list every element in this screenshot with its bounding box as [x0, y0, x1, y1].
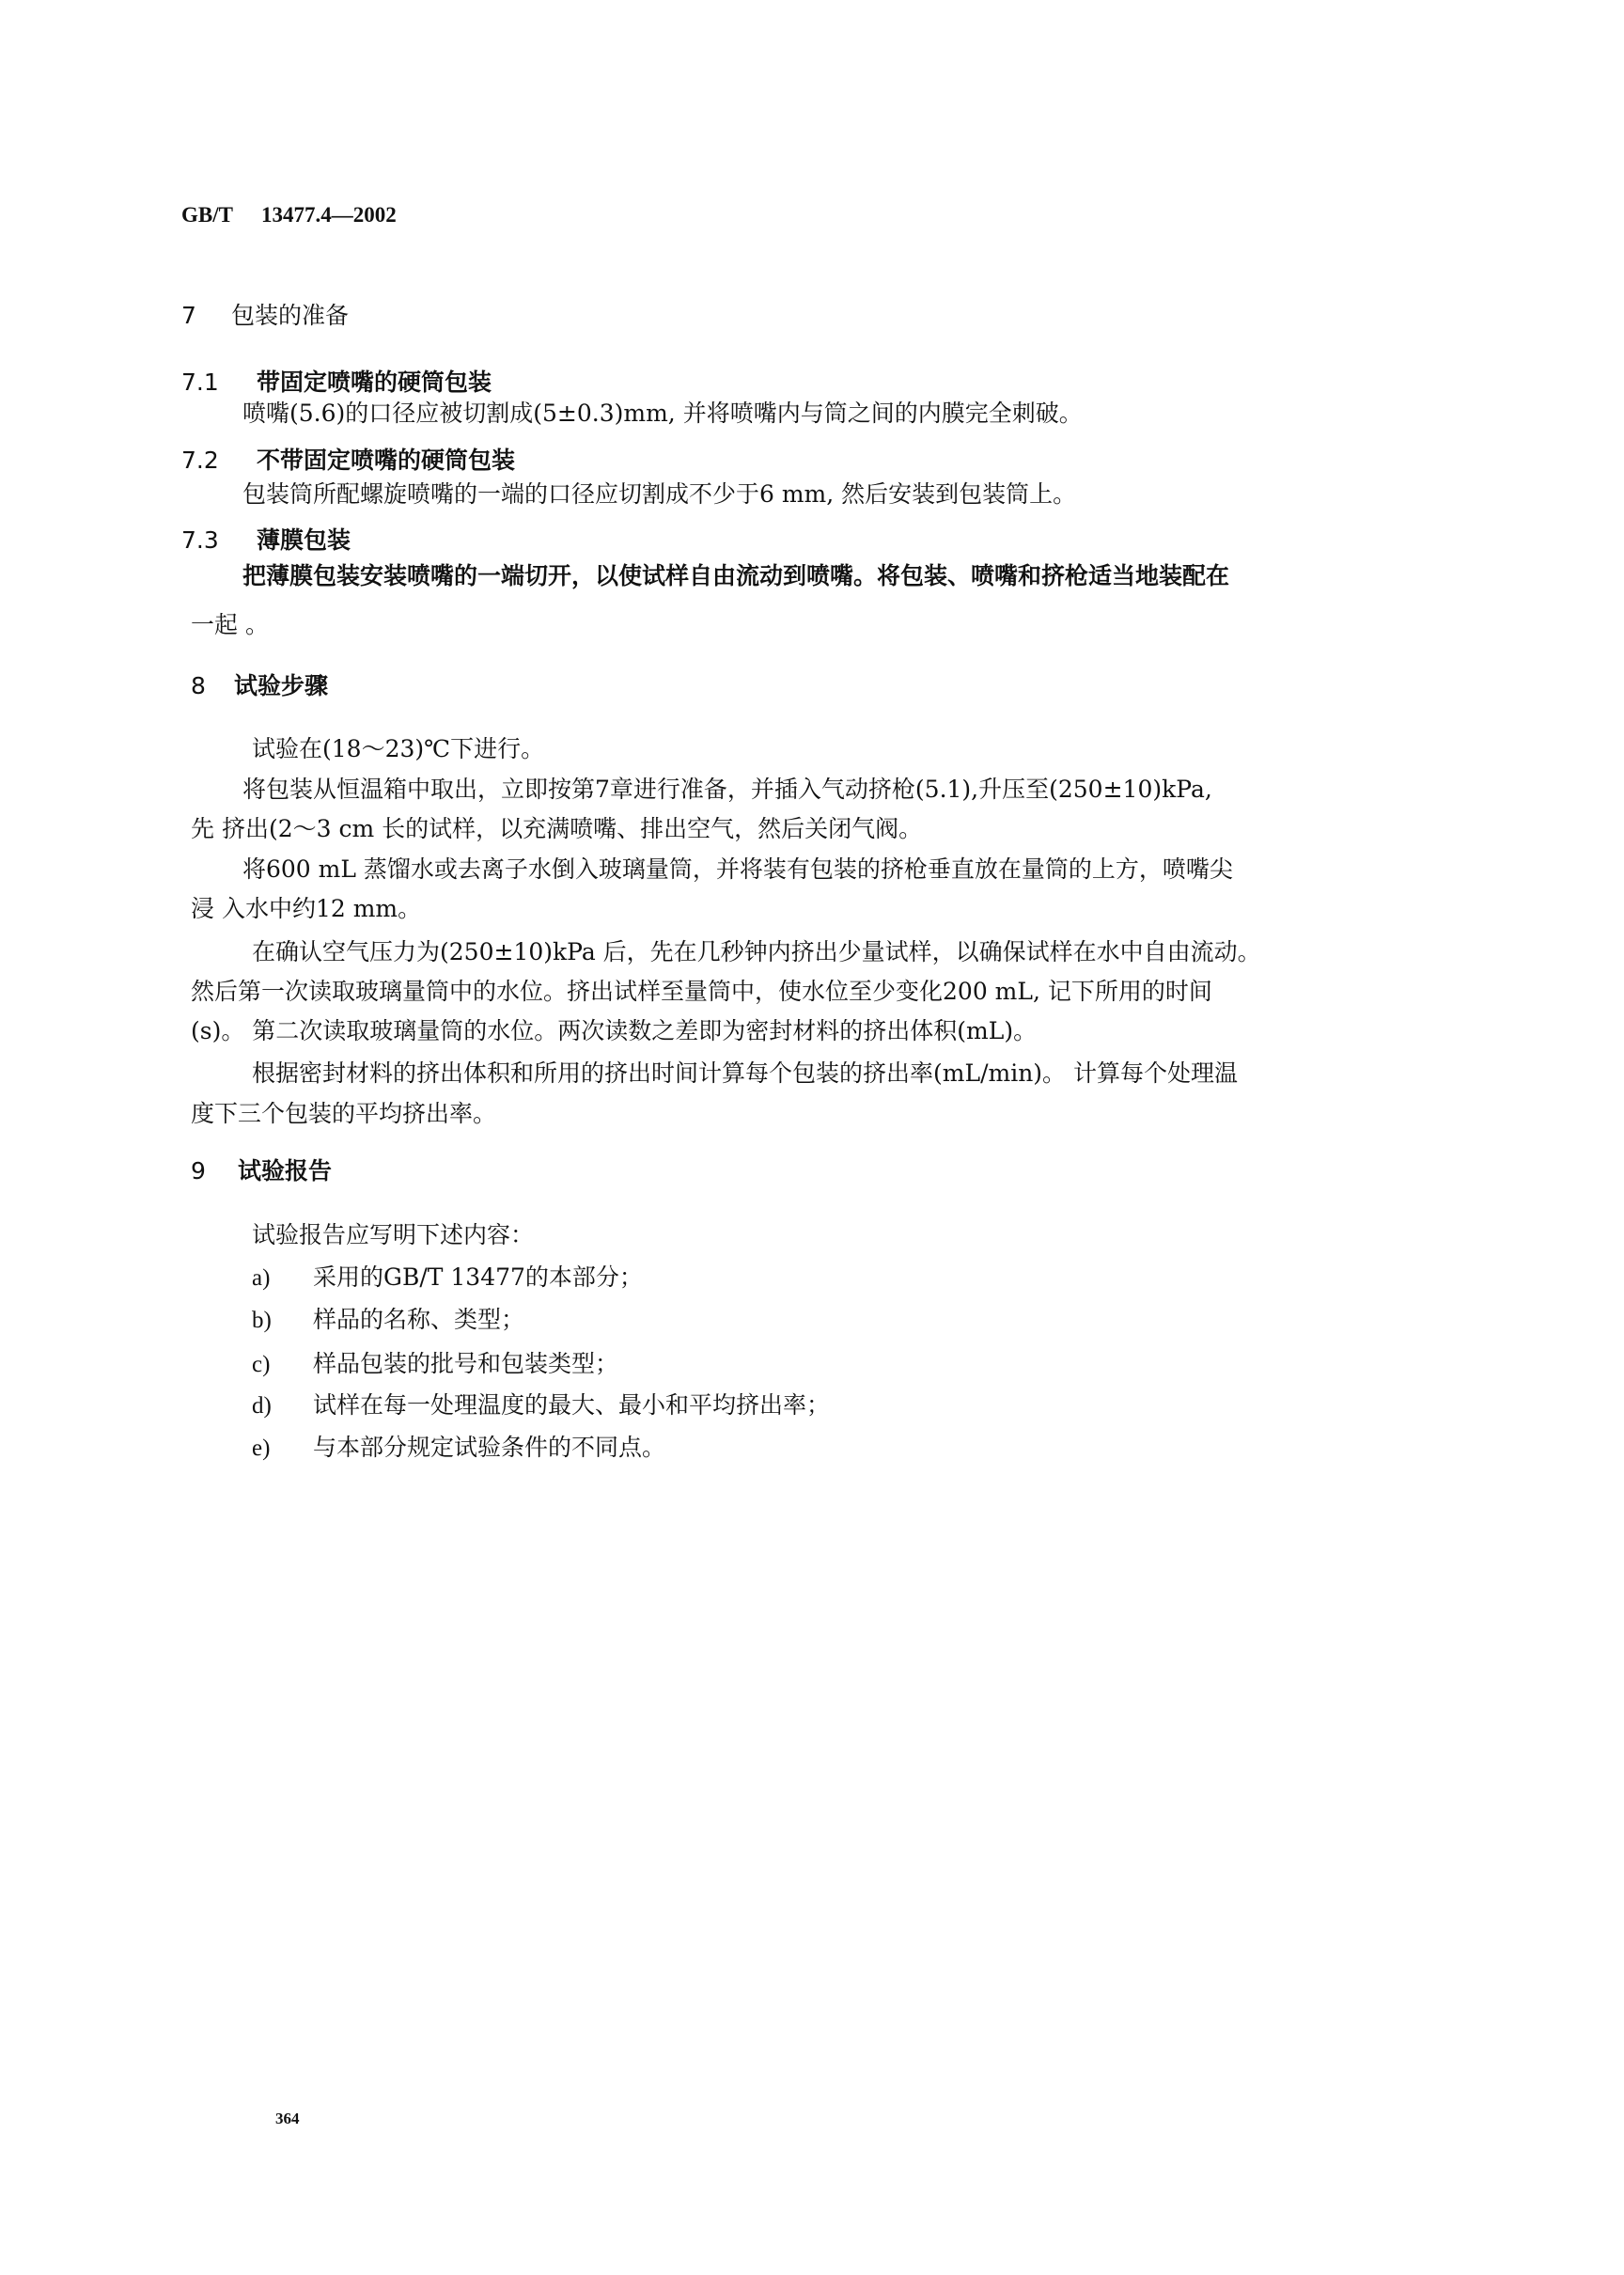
section-title: 试验报告 [238, 1157, 333, 1185]
report-list-item-d [252, 1387, 830, 1420]
report-list-item-a [252, 1259, 643, 1293]
section-7-heading [181, 297, 349, 331]
page-number: 364 [275, 2110, 300, 2127]
standard-code: GB/T [181, 203, 233, 227]
section-8-heading [191, 667, 328, 701]
subsection-title: 带固定喷嘴的硬筒包装 [257, 369, 492, 396]
list-item-text: 样品的名称、类型； [313, 1306, 525, 1333]
section-8-paragraph-4-line3: (s)。 第二次读取玻璃量筒的水位。两次读数之差即为密封材料的挤出体积(mL)。 [191, 1017, 1038, 1044]
section-number: 8 [191, 672, 206, 699]
report-list-item-c [252, 1345, 618, 1379]
section-title: 包装的准备 [231, 302, 350, 329]
list-marker: a) [252, 1265, 271, 1291]
list-item-text: 采用的GB/T 13477的本部分； [313, 1263, 643, 1291]
section-8-paragraph-2-line1: 将包装从恒温箱中取出，立即按第7章进行准备，并插入气动挤枪(5.1),升压至(250±10)kPa, [242, 776, 1212, 803]
section-9-heading [191, 1153, 332, 1186]
section-8-paragraph-5-line1: 根据密封材料的挤出体积和所用的挤出时间计算每个包装的挤出率(mL/min)。 计算每个处理温 [252, 1059, 1238, 1087]
report-list-item-e [252, 1429, 665, 1463]
section-number: 9 [191, 1157, 206, 1185]
subsection-title: 薄膜包装 [257, 526, 351, 554]
list-item-text: 试样在每一处理温度的最大、最小和平均挤出率； [313, 1391, 831, 1419]
list-marker: d) [252, 1393, 272, 1419]
section-8-paragraph-5-line2: 度下三个包装的平均挤出率。 [191, 1100, 497, 1127]
section-9-intro: 试验报告应写明下述内容： [252, 1221, 535, 1248]
section-7-3-text-line2: 一起 。 [191, 611, 269, 638]
section-8-paragraph-4-line1: 在确认空气压力为(250±10)kPa 后，先在几秒钟内挤出少量试样，以确保试样在水中自由流动。 [252, 938, 1261, 965]
section-7-2-heading [181, 442, 515, 476]
section-8-paragraph-3-line1: 将600 mL 蒸馏水或去离子水倒入玻璃量筒，并将装有包装的挤枪垂直放在量筒的上方，喷嘴尖 [242, 855, 1233, 883]
section-7-3-text-line1: 把薄膜包装安装喷嘴的一端切开，以使试样自由流动到喷嘴。将包装、喷嘴和挤枪适当地装配在 [242, 562, 1230, 589]
list-marker: c) [252, 1352, 271, 1377]
list-item-text: 样品包装的批号和包装类型； [313, 1350, 619, 1377]
document-header [181, 203, 397, 228]
list-marker: e) [252, 1436, 271, 1461]
section-8-paragraph-1: 试验在(18～23)℃下进行。 [252, 735, 545, 762]
report-list-item-b [252, 1301, 524, 1335]
section-7-2-text: 包装筒所配螺旋喷嘴的一端的口径应切割成不少于6 mm, 然后安装到包装筒上。 [242, 480, 1077, 508]
section-7-1-text: 喷嘴(5.6)的口径应被切割成(5±0.3)mm, 并将喷嘴内与筒之间的内膜完全刺破。 [242, 400, 1083, 427]
section-7-1-heading [181, 364, 492, 398]
subsection-number: 7.2 [181, 447, 219, 474]
section-number: 7 [181, 302, 196, 329]
list-marker: b) [252, 1308, 272, 1333]
section-7-3-heading [181, 522, 351, 556]
subsection-number: 7.3 [181, 526, 219, 554]
standard-number: 13477.4—2002 [260, 203, 397, 227]
section-8-paragraph-2-line2: 先 挤出(2～3 cm 长的试样，以充满喷嘴、排出空气，然后关闭气阀。 [191, 815, 923, 842]
list-item-text: 与本部分规定试验条件的不同点。 [313, 1434, 666, 1461]
section-8-paragraph-4-line2: 然后第一次读取玻璃量筒中的水位。挤出试样至量筒中，使水位至少变化200 mL, 记下所用的时间 [191, 978, 1212, 1005]
subsection-title: 不带固定喷嘴的硬筒包装 [257, 447, 516, 474]
subsection-number: 7.1 [181, 369, 219, 396]
section-8-paragraph-3-line2: 浸 入水中约12 mm。 [191, 895, 422, 922]
section-title: 试验步骤 [234, 672, 329, 699]
